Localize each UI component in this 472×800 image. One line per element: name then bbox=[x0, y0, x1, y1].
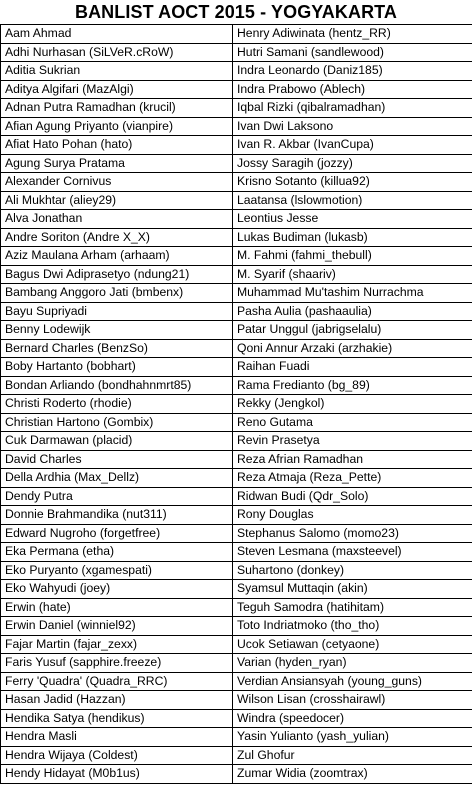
name-cell-right: Zul Ghofur bbox=[233, 746, 472, 765]
name-cell-right: M. Syarif (shaariv) bbox=[233, 265, 472, 284]
name-cell-left: Bernard Charles (BenzSo) bbox=[1, 339, 233, 358]
name-cell-left: Adhi Nurhasan (SiLVeR.cRoW) bbox=[1, 43, 233, 62]
name-cell-left: Erwin (hate) bbox=[1, 598, 233, 617]
name-cell-right: Ridwan Budi (Qdr_Solo) bbox=[233, 487, 472, 506]
table-row bbox=[1, 728, 472, 747]
name-cell-right: Muhammad Mu'tashim Nurrachma bbox=[233, 284, 472, 303]
table-row bbox=[1, 376, 472, 395]
table-row bbox=[1, 635, 472, 654]
name-cell-right: Laatansa (lslowmotion) bbox=[233, 191, 472, 210]
table-row bbox=[1, 80, 472, 99]
name-cell-left: Ali Mukhtar (aliey29) bbox=[1, 191, 233, 210]
name-cell-left: Edward Nugroho (forgetfree) bbox=[1, 524, 233, 543]
name-cell-right: Lukas Budiman (lukasb) bbox=[233, 228, 472, 247]
name-cell-left: Boby Hartanto (bobhart) bbox=[1, 358, 233, 377]
table-row bbox=[1, 765, 472, 784]
name-cell-right: Wilson Lisan (crosshairawl) bbox=[233, 691, 472, 710]
table-row bbox=[1, 709, 472, 728]
name-cell-left: Bambang Anggoro Jati (bmbenx) bbox=[1, 284, 233, 303]
table-row bbox=[1, 487, 472, 506]
name-cell-right: Windra (speedocer) bbox=[233, 709, 472, 728]
name-cell-left: Faris Yusuf (sapphire.freeze) bbox=[1, 654, 233, 673]
name-cell-right: Ivan R. Akbar (IvanCupa) bbox=[233, 136, 472, 155]
name-cell-left: Hendra Masli bbox=[1, 728, 233, 747]
name-cell-left: Benny Lodewijk bbox=[1, 321, 233, 340]
name-cell-left: Alva Jonathan bbox=[1, 210, 233, 229]
name-cell-left: Erwin Daniel (winniel92) bbox=[1, 617, 233, 636]
name-cell-right: Indra Prabowo (Ablech) bbox=[233, 80, 472, 99]
name-cell-right: Indra Leonardo (Daniz185) bbox=[233, 62, 472, 81]
name-cell-right: M. Fahmi (fahmi_thebull) bbox=[233, 247, 472, 266]
table-row bbox=[1, 99, 472, 118]
name-cell-right: Toto Indriatmoko (tho_tho) bbox=[233, 617, 472, 636]
name-cell-left: Dendy Putra bbox=[1, 487, 233, 506]
name-cell-right: Ivan Dwi Laksono bbox=[233, 117, 472, 136]
name-cell-right: Reza Atmaja (Reza_Pette) bbox=[233, 469, 472, 488]
name-cell-left: Bayu Supriyadi bbox=[1, 302, 233, 321]
name-cell-left: Cuk Darmawan (placid) bbox=[1, 432, 233, 451]
name-cell-left: Agung Surya Pratama bbox=[1, 154, 233, 173]
table-row bbox=[1, 247, 472, 266]
name-cell-right: Reno Gutama bbox=[233, 413, 472, 432]
name-cell-left: Della Ardhia (Max_Dellz) bbox=[1, 469, 233, 488]
name-cell-right: Zumar Widia (zoomtrax) bbox=[233, 765, 472, 784]
name-cell-right: Leontius Jesse bbox=[233, 210, 472, 229]
name-cell-right: Rony Douglas bbox=[233, 506, 472, 525]
name-cell-left: Hasan Jadid (Hazzan) bbox=[1, 691, 233, 710]
name-cell-right: Henry Adiwinata (hentz_RR) bbox=[233, 25, 472, 44]
name-cell-right: Steven Lesmana (maxsteevel) bbox=[233, 543, 472, 562]
name-cell-left: Hendy Hidayat (M0b1us) bbox=[1, 765, 233, 784]
page-title: BANLIST AOCT 2015 - YOGYAKARTA bbox=[74, 2, 398, 22]
name-cell-left: David Charles bbox=[1, 450, 233, 469]
name-cell-left: Andre Soriton (Andre X_X) bbox=[1, 228, 233, 247]
table-row bbox=[1, 691, 472, 710]
table-row bbox=[1, 43, 472, 62]
name-cell-right: Jossy Saragih (jozzy) bbox=[233, 154, 472, 173]
table-row bbox=[1, 469, 472, 488]
name-cell-left: Donnie Brahmandika (nut311) bbox=[1, 506, 233, 525]
table-row bbox=[1, 672, 472, 691]
table-row bbox=[1, 746, 472, 765]
table-row bbox=[1, 580, 472, 599]
table-row bbox=[1, 154, 472, 173]
table-row bbox=[1, 117, 472, 136]
table-row bbox=[1, 173, 472, 192]
table-row bbox=[1, 654, 472, 673]
name-cell-right: Yasin Yulianto (yash_yulian) bbox=[233, 728, 472, 747]
table-row bbox=[1, 62, 472, 81]
table-row bbox=[1, 450, 472, 469]
name-cell-right: Varian (hyden_ryan) bbox=[233, 654, 472, 673]
name-cell-left: Aditia Sukrian bbox=[1, 62, 233, 81]
name-cell-right: Krisno Sotanto (killua92) bbox=[233, 173, 472, 192]
name-cell-left: Eka Permana (etha) bbox=[1, 543, 233, 562]
table-row bbox=[1, 302, 472, 321]
table-row bbox=[1, 321, 472, 340]
table-row bbox=[1, 210, 472, 229]
name-cell-left: Bagus Dwi Adiprasetyo (ndung21) bbox=[1, 265, 233, 284]
name-cell-left: Christi Roderto (rhodie) bbox=[1, 395, 233, 414]
table-row bbox=[1, 191, 472, 210]
table-row bbox=[1, 136, 472, 155]
name-cell-left: Aam Ahmad bbox=[1, 25, 233, 44]
name-cell-right: Revin Prasetya bbox=[233, 432, 472, 451]
table-row bbox=[1, 524, 472, 543]
name-cell-right: Stephanus Salomo (momo23) bbox=[233, 524, 472, 543]
table-row bbox=[1, 339, 472, 358]
name-cell-left: Ferry 'Quadra' (Quadra_RRC) bbox=[1, 672, 233, 691]
table-row bbox=[1, 432, 472, 451]
name-cell-right: Rama Fredianto (bg_89) bbox=[233, 376, 472, 395]
table-row bbox=[1, 265, 472, 284]
name-cell-right: Pasha Aulia (pashaaulia) bbox=[233, 302, 472, 321]
name-cell-right: Rekky (Jengkol) bbox=[233, 395, 472, 414]
table-row bbox=[1, 413, 472, 432]
name-cell-left: Hendika Satya (hendikus) bbox=[1, 709, 233, 728]
name-cell-right: Syamsul Muttaqin (akin) bbox=[233, 580, 472, 599]
name-cell-left: Alexander Cornivus bbox=[1, 173, 233, 192]
name-cell-right: Verdian Ansiansyah (young_guns) bbox=[233, 672, 472, 691]
name-cell-left: Aziz Maulana Arham (arhaam) bbox=[1, 247, 233, 266]
name-cell-left: Eko Wahyudi (joey) bbox=[1, 580, 233, 599]
name-cell-left: Bondan Arliando (bondhahnmrt85) bbox=[1, 376, 233, 395]
name-cell-right: Qoni Annur Arzaki (arzhakie) bbox=[233, 339, 472, 358]
name-cell-right: Reza Afrian Ramadhan bbox=[233, 450, 472, 469]
name-cell-left: Afiat Hato Pohan (hato) bbox=[1, 136, 233, 155]
table-row bbox=[1, 617, 472, 636]
table-row bbox=[1, 395, 472, 414]
banlist-table bbox=[0, 24, 472, 784]
table-row bbox=[1, 228, 472, 247]
name-cell-left: Afian Agung Priyanto (vianpire) bbox=[1, 117, 233, 136]
table-row bbox=[1, 561, 472, 580]
name-cell-left: Hendra Wijaya (Coldest) bbox=[1, 746, 233, 765]
table-row bbox=[1, 358, 472, 377]
table-row bbox=[1, 598, 472, 617]
table-row bbox=[1, 506, 472, 525]
name-cell-right: Ucok Setiawan (cetyaone) bbox=[233, 635, 472, 654]
name-cell-right: Raihan Fuadi bbox=[233, 358, 472, 377]
name-cell-left: Eko Puryanto (xgamespati) bbox=[1, 561, 233, 580]
name-cell-right: Patar Unggul (jabrigselalu) bbox=[233, 321, 472, 340]
name-cell-left: Aditya Algifari (MazAlgi) bbox=[1, 80, 233, 99]
name-cell-right: Teguh Samodra (hatihitam) bbox=[233, 598, 472, 617]
table-row bbox=[1, 25, 472, 44]
table-row bbox=[1, 543, 472, 562]
name-cell-right: Hutri Samani (sandlewood) bbox=[233, 43, 472, 62]
name-cell-left: Christian Hartono (Gombix) bbox=[1, 413, 233, 432]
name-cell-right: Suhartono (donkey) bbox=[233, 561, 472, 580]
name-cell-left: Fajar Martin (fajar_zexx) bbox=[1, 635, 233, 654]
table-row bbox=[1, 284, 472, 303]
name-cell-right: Iqbal Rizki (qibalramadhan) bbox=[233, 99, 472, 118]
name-cell-left: Adnan Putra Ramadhan (krucil) bbox=[1, 99, 233, 118]
